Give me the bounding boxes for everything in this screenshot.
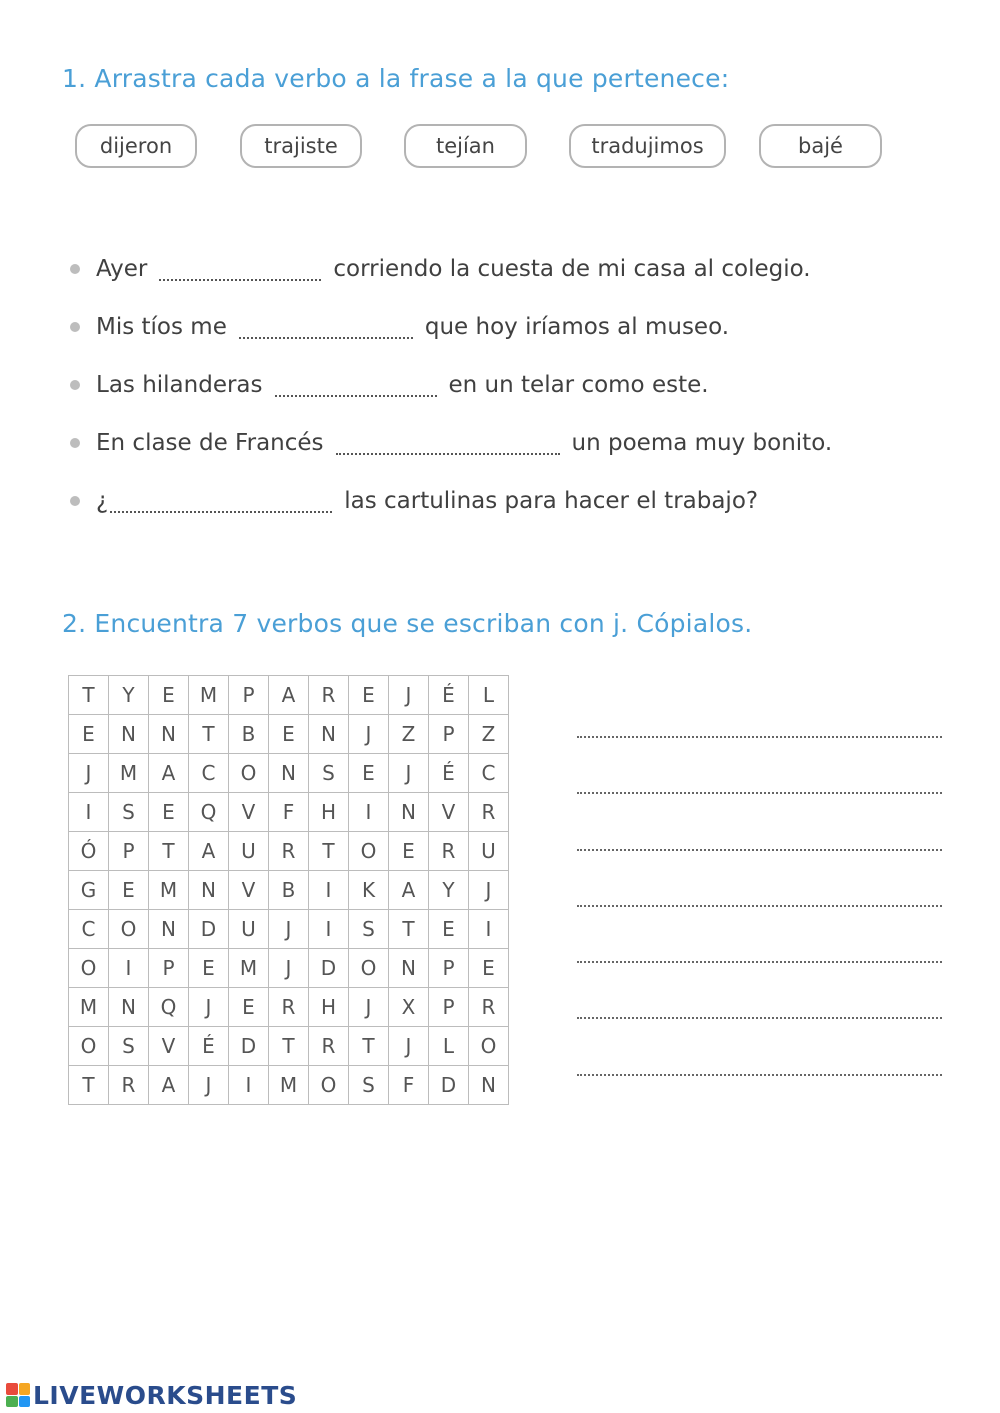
grid-letter-cell[interactable]: C [469,754,509,793]
grid-letter-cell[interactable]: F [269,793,309,832]
grid-letter-cell[interactable]: C [189,754,229,793]
grid-letter-cell[interactable]: J [269,949,309,988]
grid-letter-cell[interactable]: E [189,949,229,988]
draggable-verb-chip[interactable]: bajé [759,124,882,168]
sentence-before: Mis tíos me [96,314,227,340]
bullet-icon [70,380,80,390]
grid-letter-cell[interactable]: M [229,949,269,988]
grid-letter-cell[interactable]: D [229,1027,269,1066]
grid-letter-cell[interactable]: O [469,1027,509,1066]
grid-letter-cell[interactable]: B [229,715,269,754]
grid-row [69,910,509,949]
grid-letter-cell[interactable]: B [269,871,309,910]
sentence-row [70,251,811,287]
grid-letter-cell[interactable]: V [229,793,269,832]
grid-row [69,949,509,988]
liveworksheets-logo-icon [6,1383,30,1407]
grid-letter-cell[interactable]: T [189,715,229,754]
grid-letter-cell[interactable]: N [189,871,229,910]
grid-letter-cell[interactable]: V [429,793,469,832]
grid-letter-cell[interactable]: P [429,949,469,988]
answer-input-line[interactable] [577,961,942,963]
grid-row [69,1027,509,1066]
grid-letter-cell[interactable]: J [389,676,429,715]
grid-row [69,754,509,793]
grid-letter-cell[interactable]: S [109,793,149,832]
grid-letter-cell[interactable]: E [229,988,269,1027]
answer-input-line[interactable] [577,1017,942,1019]
grid-letter-cell[interactable]: E [69,715,109,754]
grid-letter-cell[interactable]: O [309,1066,349,1105]
grid-letter-cell[interactable]: H [309,793,349,832]
grid-letter-cell[interactable]: S [109,1027,149,1066]
draggable-verb-chip[interactable]: tejían [404,124,527,168]
grid-letter-cell[interactable]: E [149,676,189,715]
grid-letter-cell[interactable]: X [389,988,429,1027]
grid-letter-cell[interactable]: Y [109,676,149,715]
grid-row [69,715,509,754]
grid-letter-cell[interactable]: E [349,676,389,715]
grid-letter-cell[interactable]: É [429,754,469,793]
grid-letter-cell[interactable]: E [429,910,469,949]
grid-letter-cell[interactable]: T [149,832,189,871]
grid-row [69,1066,509,1105]
grid-letter-cell[interactable]: I [69,793,109,832]
grid-letter-cell[interactable]: E [109,871,149,910]
grid-letter-cell[interactable]: O [69,949,109,988]
grid-row [69,793,509,832]
grid-letter-cell[interactable]: R [269,988,309,1027]
grid-letter-cell[interactable]: U [229,832,269,871]
grid-letter-cell[interactable]: A [189,832,229,871]
grid-letter-cell[interactable]: V [149,1027,189,1066]
sentence-before: En clase de Francés [96,430,324,456]
grid-letter-cell[interactable]: T [69,676,109,715]
grid-letter-cell[interactable]: M [149,871,189,910]
grid-letter-cell[interactable]: I [309,871,349,910]
draggable-verb-chip[interactable]: trajiste [240,124,362,168]
sentence-row [70,483,758,519]
draggable-verb-chip[interactable]: tradujimos [569,124,726,168]
grid-letter-cell[interactable]: F [389,1066,429,1105]
grid-letter-cell[interactable]: E [389,832,429,871]
drop-blank[interactable] [159,257,321,281]
grid-letter-cell[interactable]: Q [189,793,229,832]
sentence-before: ¿ [96,488,109,514]
bullet-icon [70,438,80,448]
grid-letter-cell[interactable]: T [269,1027,309,1066]
grid-letter-cell[interactable]: É [429,676,469,715]
grid-letter-cell[interactable]: N [309,715,349,754]
grid-letter-cell[interactable]: N [149,910,189,949]
grid-letter-cell[interactable]: J [389,1027,429,1066]
grid-letter-cell[interactable]: S [309,754,349,793]
liveworksheets-logo [6,1381,297,1409]
grid-letter-cell[interactable]: N [149,715,189,754]
grid-letter-cell[interactable]: A [269,676,309,715]
drop-blank[interactable] [275,373,437,397]
grid-row [69,832,509,871]
grid-letter-cell[interactable]: L [429,1027,469,1066]
grid-letter-cell[interactable]: I [309,910,349,949]
grid-letter-cell[interactable]: R [469,793,509,832]
grid-letter-cell[interactable]: N [469,1066,509,1105]
sentence-before: Ayer [96,256,148,282]
grid-letter-cell[interactable]: R [429,832,469,871]
answer-input-line[interactable] [577,905,942,907]
grid-letter-cell[interactable]: T [309,832,349,871]
sentence-row [70,367,709,403]
grid-letter-cell[interactable]: E [269,715,309,754]
word-search-grid [68,675,509,1105]
grid-letter-cell[interactable]: C [69,910,109,949]
bullet-icon [70,264,80,274]
grid-letter-cell[interactable]: R [269,832,309,871]
grid-letter-cell[interactable]: T [349,1027,389,1066]
grid-letter-cell[interactable]: T [69,1066,109,1105]
grid-letter-cell[interactable]: Ó [69,832,109,871]
grid-letter-cell[interactable]: P [109,832,149,871]
section-2-title: 2. Encuentra 7 verbos que se escriban con j. Cópialos. [62,609,753,638]
grid-letter-cell[interactable]: E [469,949,509,988]
grid-letter-cell[interactable]: A [389,871,429,910]
drop-blank[interactable] [110,489,332,513]
grid-letter-cell[interactable]: G [69,871,109,910]
grid-letter-cell[interactable]: E [349,754,389,793]
grid-letter-cell[interactable]: M [189,676,229,715]
grid-letter-cell[interactable]: J [189,1066,229,1105]
grid-letter-cell[interactable]: N [109,988,149,1027]
drop-blank[interactable] [239,315,413,339]
grid-letter-cell[interactable]: T [389,910,429,949]
answer-input-line[interactable] [577,792,942,794]
drop-blank[interactable] [336,431,560,455]
answer-input-line[interactable] [577,849,942,851]
grid-letter-cell[interactable]: J [349,715,389,754]
sentence-after: un poema muy bonito. [571,430,833,456]
grid-letter-cell[interactable]: R [309,676,349,715]
grid-letter-cell[interactable]: J [469,871,509,910]
grid-letter-cell[interactable]: O [109,910,149,949]
grid-letter-cell[interactable]: J [69,754,109,793]
sentence-row [70,309,729,345]
answer-input-line[interactable] [577,1074,942,1076]
grid-letter-cell[interactable]: V [229,871,269,910]
grid-letter-cell[interactable]: A [149,1066,189,1105]
grid-letter-cell[interactable]: É [189,1027,229,1066]
grid-letter-cell[interactable]: D [429,1066,469,1105]
grid-letter-cell[interactable]: R [469,988,509,1027]
grid-letter-cell[interactable]: H [309,988,349,1027]
sentence-after: las cartulinas para hacer el trabajo? [344,488,759,514]
sentence-after: en un telar como este. [448,372,709,398]
sentence-after: corriendo la cuesta de mi casa al colegio. [333,256,811,282]
grid-letter-cell[interactable]: M [269,1066,309,1105]
grid-letter-cell[interactable]: M [69,988,109,1027]
grid-letter-cell[interactable]: J [389,754,429,793]
grid-letter-cell[interactable]: I [349,793,389,832]
grid-letter-cell[interactable]: O [69,1027,109,1066]
bullet-icon [70,322,80,332]
sentence-row [70,425,832,461]
grid-letter-cell[interactable]: I [229,1066,269,1105]
sentence-after: que hoy iríamos al museo. [424,314,730,340]
grid-letter-cell[interactable]: N [109,715,149,754]
logo-text: LIVEWORKSHEETS [33,1380,298,1410]
grid-letter-cell[interactable]: Z [389,715,429,754]
draggable-verb-chip[interactable]: dijeron [75,124,197,168]
grid-letter-cell[interactable]: O [349,832,389,871]
grid-letter-cell[interactable]: Y [429,871,469,910]
grid-letter-cell[interactable]: R [309,1027,349,1066]
grid-letter-cell[interactable]: S [349,910,389,949]
grid-letter-cell[interactable]: I [469,910,509,949]
grid-letter-cell[interactable]: J [269,910,309,949]
grid-letter-cell[interactable]: Z [469,715,509,754]
grid-row [69,988,509,1027]
grid-letter-cell[interactable]: D [309,949,349,988]
grid-row [69,676,509,715]
grid-letter-cell[interactable]: O [349,949,389,988]
grid-letter-cell[interactable]: O [229,754,269,793]
answer-input-line[interactable] [577,736,942,738]
grid-letter-cell[interactable]: D [189,910,229,949]
grid-letter-cell[interactable]: S [349,1066,389,1105]
grid-letter-cell[interactable]: M [109,754,149,793]
section-1-title: 1. Arrastra cada verbo a la frase a la que pertenece: [62,64,730,93]
grid-letter-cell[interactable]: J [189,988,229,1027]
sentence-before: Las hilanderas [96,372,263,398]
grid-letter-cell[interactable]: P [149,949,189,988]
grid-letter-cell[interactable]: R [109,1066,149,1105]
grid-letter-cell[interactable]: N [389,949,429,988]
grid-letter-cell[interactable]: L [469,676,509,715]
grid-letter-cell[interactable]: P [229,676,269,715]
grid-letter-cell[interactable]: P [429,988,469,1027]
grid-letter-cell[interactable]: I [109,949,149,988]
grid-letter-cell[interactable]: Q [149,988,189,1027]
grid-letter-cell[interactable]: N [269,754,309,793]
grid-letter-cell[interactable]: U [469,832,509,871]
grid-letter-cell[interactable]: N [389,793,429,832]
grid-letter-cell[interactable]: E [149,793,189,832]
grid-letter-cell[interactable]: A [149,754,189,793]
bullet-icon [70,496,80,506]
grid-row [69,871,509,910]
grid-letter-cell[interactable]: U [229,910,269,949]
grid-letter-cell[interactable]: J [349,988,389,1027]
grid-letter-cell[interactable]: P [429,715,469,754]
grid-letter-cell[interactable]: K [349,871,389,910]
